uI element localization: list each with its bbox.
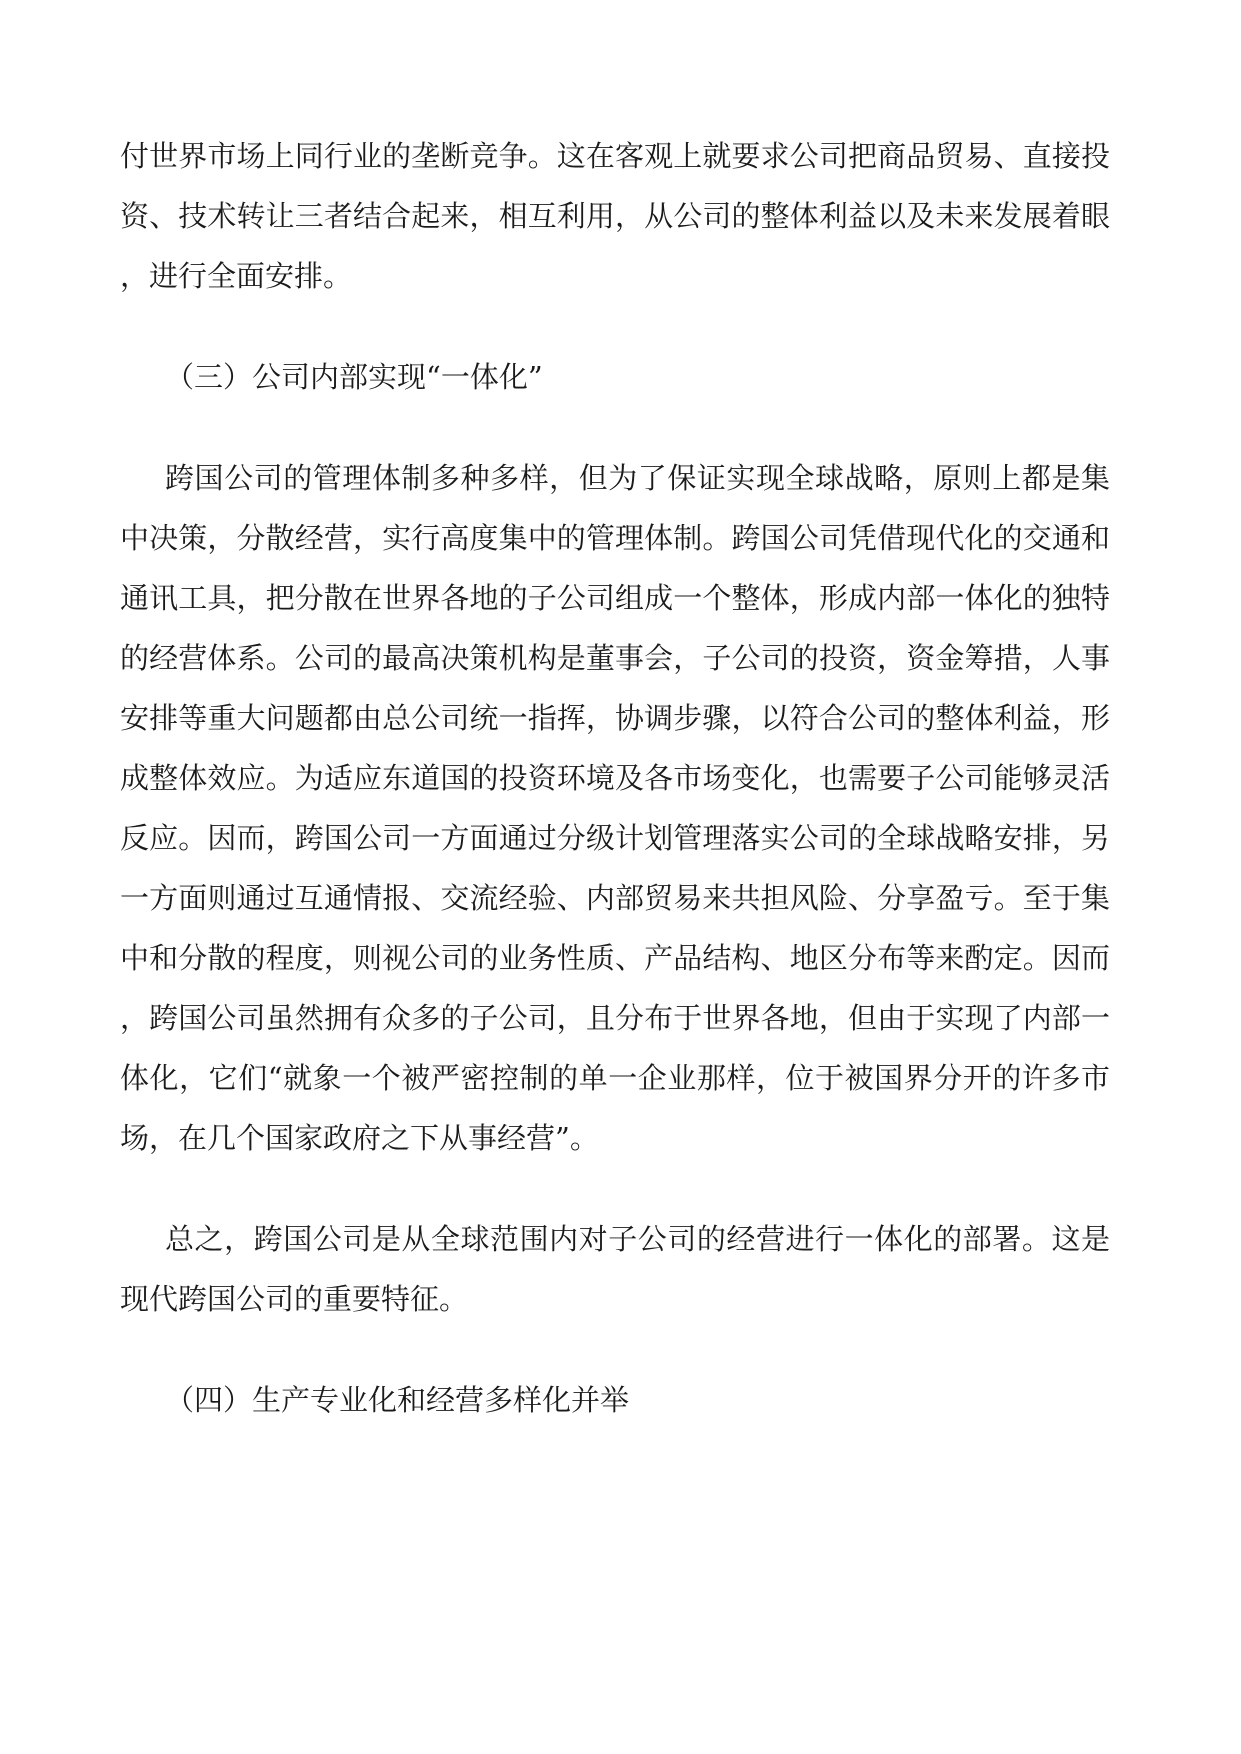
paragraph-line: ，跨国公司虽然拥有众多的子公司，且分布于世界各地，但由于实现了内部一 [120, 1001, 1110, 1035]
section-heading: （四）生产专业化和经营多样化并举 [165, 1383, 630, 1417]
paragraph-line: 中和分散的程度，则视公司的业务性质、产品结构、地区分布等来酌定。因而 [120, 941, 1110, 975]
paragraph-line: 通讯工具，把分散在世界各地的子公司组成一个整体，形成内部一体化的独特 [120, 581, 1110, 615]
paragraph-line: 场，在几个国家政府之下从事经营”。 [120, 1121, 599, 1155]
paragraph-line: 安排等重大问题都由总公司统一指挥，协调步骤，以符合公司的整体利益，形 [120, 701, 1110, 735]
paragraph-line: 体化，它们“就象一个被严密控制的单一企业那样，位于被国界分开的许多市 [120, 1061, 1110, 1095]
paragraph-line: 反应。因而，跨国公司一方面通过分级计划管理落实公司的全球战略安排，另 [120, 821, 1110, 855]
section-heading: （三）公司内部实现“一体化” [165, 360, 543, 394]
paragraph-line: 一方面则通过互通情报、交流经验、内部贸易来共担风险、分享盈亏。至于集 [120, 881, 1110, 915]
paragraph-line: 成整体效应。为适应东道国的投资环境及各市场变化，也需要子公司能够灵活 [120, 761, 1110, 795]
paragraph-line: ，进行全面安排。 [120, 259, 353, 293]
paragraph-line: 付世界市场上同行业的垄断竞争。这在客观上就要求公司把商品贸易、直接投 [120, 139, 1110, 173]
paragraph-line: 中决策，分散经营，实行高度集中的管理体制。跨国公司凭借现代化的交通和 [120, 521, 1110, 555]
paragraph-line: 现代跨国公司的重要特征。 [120, 1282, 469, 1316]
paragraph-line: 总之，跨国公司是从全球范围内对子公司的经营进行一体化的部署。这是 [165, 1222, 1110, 1256]
paragraph-line: 的经营体系。公司的最高决策机构是董事会，子公司的投资，资金筹措，人事 [120, 641, 1110, 675]
paragraph-line: 资、技术转让三者结合起来，相互利用，从公司的整体利益以及未来发展着眼 [120, 199, 1110, 233]
paragraph-line: 跨国公司的管理体制多种多样，但为了保证实现全球战略，原则上都是集 [165, 461, 1110, 495]
